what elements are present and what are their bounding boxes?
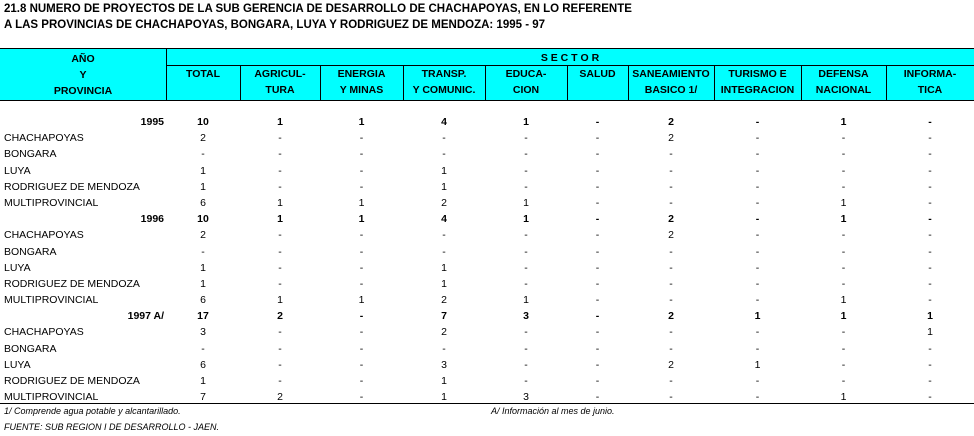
table-row [0,147,974,163]
table-cell: 1 [441,164,447,177]
table-cell: - [841,132,846,145]
table-cell: - [595,180,600,193]
table-cell: 3 [200,326,206,339]
table-cell: 2 [441,196,447,209]
table-cell: 1 [200,375,206,387]
table-cell: 2 [441,294,447,307]
table-cell: - [278,148,282,161]
table-cell: 1 [358,196,365,209]
province-label: MULTIPROVINCIAL [4,294,99,307]
table-cell: - [359,261,364,274]
table-cell: - [359,277,364,290]
column-header-line-2: Y COMUNIC. [412,84,476,96]
table-cell: - [841,375,846,387]
table-cell: 1 [754,310,761,323]
column-header-line-2: CION [512,84,540,96]
table-cell: 1 [523,213,529,226]
table-cell: 6 [200,196,206,209]
table-cell: - [755,229,760,242]
table-cell: - [201,148,205,161]
table-cell: - [755,294,760,307]
table-cell: 1 [358,116,365,128]
table-row [0,245,974,261]
table-cell: 1 [200,261,206,274]
table-cell: - [755,116,760,128]
table-cell: - [278,180,282,193]
table-cell: 2 [668,229,674,242]
table-cell: - [928,294,932,307]
table-cell: 1 [277,213,283,226]
column-header-line-2: INTEGRACION [720,84,795,96]
table-cell: - [755,326,760,339]
table-cell: - [442,245,446,258]
table-cell: - [755,148,760,161]
table-cell: - [595,261,600,274]
table-cell: - [755,213,760,226]
table-cell: 17 [197,310,209,323]
table-cell: 2 [668,213,674,226]
table-cell: - [595,196,600,209]
table-cell: - [669,261,673,274]
table-row [0,164,974,180]
table-cell: 1 [927,310,933,323]
table-cell: - [278,358,282,371]
table-cell: - [524,148,528,161]
table-cell: - [595,245,600,258]
column-header-line-2: TURA [265,84,295,96]
table-cell: 2 [441,326,447,339]
table-cell: - [928,277,932,290]
table-cell: - [595,294,600,307]
column-header: TOTAL [185,68,221,80]
table-cell: 1 [927,326,933,339]
table-cell: - [359,375,364,387]
table-cell: - [669,180,673,193]
table-row [0,374,974,390]
table-cell: - [359,342,364,355]
column-header-line-2: TICA [917,84,943,96]
province-label: LUYA [4,164,31,177]
table-cell: 1 [840,294,847,307]
table-cell: - [201,342,205,355]
table-cell: - [841,164,846,177]
footnote-a: A/ Información al mes de junio. [491,406,615,416]
table-cell: 1 [441,391,447,404]
table-cell: - [755,261,760,274]
table-cell: - [669,277,673,290]
table-cell: - [669,375,673,387]
table-cell: - [524,277,528,290]
year-label: 1995 [140,116,164,128]
table-cell: - [669,148,673,161]
table-cell: 1 [840,391,847,404]
table-cell: 1 [441,180,447,193]
table-cell: - [669,342,673,355]
table-cell: - [595,148,600,161]
year-row [0,309,974,325]
row-header-y: Y [79,69,87,81]
table-cell: 1 [840,116,847,128]
table-cell: - [928,261,932,274]
table-row [0,180,974,196]
table-cell: 7 [441,310,447,323]
table-cell: 1 [523,196,529,209]
table-row [0,293,974,309]
table-cell: 6 [200,358,206,371]
table-cell: - [928,213,932,226]
table-cell: - [359,229,364,242]
table-cell: - [669,391,673,404]
table-cell: - [755,164,760,177]
table-cell: 1 [754,358,761,371]
table-cell: - [359,245,364,258]
table-cell: 2 [200,132,206,145]
table-cell: - [442,148,446,161]
table-cell: - [442,229,446,242]
year-row [0,115,974,131]
table-cell: - [524,358,528,371]
table-cell: - [928,164,932,177]
table-cell: 4 [441,116,447,128]
table-cell: - [669,326,673,339]
table-cell: - [524,375,528,387]
table-cell: - [278,164,282,177]
table-cell: - [595,164,600,177]
table-cell: - [841,148,846,161]
table-cell: 1 [277,116,283,128]
table-cell: - [928,132,932,145]
province-label: LUYA [4,261,31,274]
table-cell: - [524,326,528,339]
table-cell: - [278,261,282,274]
table-cell: 2 [668,358,674,371]
table-cell: 3 [441,358,447,371]
table-cell: 1 [441,261,447,274]
table-cell: - [755,196,760,209]
table-cell: - [841,342,846,355]
table-cell: - [524,229,528,242]
table-cell: - [359,391,364,404]
table-cell: 2 [668,116,674,128]
table-body [0,115,974,406]
table-cell: - [755,180,760,193]
table-cell: 10 [197,213,209,226]
table-title-line-2: A LAS PROVINCIAS DE CHACHAPOYAS, BONGARA, LUYA Y RODRIGUEZ DE MENDOZA: 1995 - 97 [4,19,546,31]
table-cell: - [524,342,528,355]
table-cell: - [669,294,673,307]
table-cell: - [841,245,846,258]
table-cell: - [595,277,600,290]
table-cell: 1 [358,213,365,226]
table-cell: - [755,391,760,404]
table-cell: - [595,116,600,128]
province-label: CHACHAPOYAS [4,326,84,339]
table-cell: - [755,375,760,387]
table-cell: - [359,358,364,371]
table-cell: - [524,180,528,193]
year-row [0,212,974,228]
table-row [0,325,974,341]
row-header-provincia: PROVINCIA [53,85,113,97]
table-cell: - [841,326,846,339]
table-cell: - [359,310,364,323]
source-note: FUENTE: SUB REGION I DE DESARROLLO - JAEN. [4,422,220,432]
table-header [0,48,974,101]
table-cell: - [524,132,528,145]
table-cell: - [669,164,673,177]
province-label: RODRIGUEZ DE MENDOZA [4,375,140,387]
column-header: ENERGIA [337,68,386,80]
table-cell: - [928,391,932,404]
year-label: 1997 A/ [127,310,164,323]
province-label: CHACHAPOYAS [4,132,84,145]
table-row [0,277,974,293]
table-cell: - [595,375,600,387]
column-header: SALUD [579,68,616,80]
table-row [0,261,974,277]
province-label: MULTIPROVINCIAL [4,391,99,404]
column-header: EDUCA- [505,68,547,80]
table-cell: - [928,116,932,128]
table-cell: - [755,277,760,290]
table-cell: - [669,196,673,209]
table-row [0,342,974,358]
table-cell: 10 [197,116,209,128]
table-cell: - [278,375,282,387]
table-cell: - [595,326,600,339]
table-row [0,131,974,147]
table-cell: - [841,277,846,290]
table-cell: 1 [200,164,206,177]
column-header: TURISMO E [728,68,787,80]
table-title-line-1: 21.8 NUMERO DE PROYECTOS DE LA SUB GERENCIA DE DESARROLLO DE CHACHAPOYAS, EN LO REFERENTE [4,3,632,15]
column-header: TRANSP. [421,68,467,80]
table-cell: 3 [523,391,529,404]
column-header: SANEAMIENTO [632,68,710,80]
table-cell: - [928,148,932,161]
table-cell: - [359,180,364,193]
table-cell: - [442,132,446,145]
table-cell: - [841,180,846,193]
table-cell: - [524,245,528,258]
province-label: MULTIPROVINCIAL [4,196,99,209]
table-cell: - [278,326,282,339]
table-cell: 1 [840,310,847,323]
table-cell: 2 [277,391,283,404]
table-cell: 1 [840,196,847,209]
province-label: BONGARA [4,342,57,355]
year-label: 1996 [140,213,164,226]
table-cell: - [201,245,205,258]
province-label: RODRIGUEZ DE MENDOZA [4,180,140,193]
table-cell: - [278,277,282,290]
column-header: AGRICUL- [254,68,306,80]
sector-header: S E C T O R [540,52,600,64]
table-cell: - [755,245,760,258]
table-cell: 2 [200,229,206,242]
province-label: LUYA [4,358,31,371]
table-cell: - [524,261,528,274]
table-cell: - [928,229,932,242]
province-label: RODRIGUEZ DE MENDOZA [4,277,140,290]
table-cell: 3 [523,310,529,323]
table-cell: 1 [200,277,206,290]
table-cell: - [841,229,846,242]
table-cell: - [928,180,932,193]
table-cell: - [755,132,760,145]
table-row [0,196,974,212]
column-header: DEFENSA [818,68,869,80]
table-cell: - [595,132,600,145]
table-cell: 1 [523,294,529,307]
table-cell: 4 [441,213,447,226]
table-cell: - [928,342,932,355]
table-cell: - [595,213,600,226]
column-header-line-2: Y MINAS [339,84,384,96]
table-cell: - [595,391,600,404]
table-cell: - [595,310,600,323]
table-cell: - [595,342,600,355]
table-cell: - [278,229,282,242]
table-cell: 1 [441,277,447,290]
table-cell: 1 [358,294,365,307]
province-label: CHACHAPOYAS [4,229,84,242]
table-cell: 1 [840,213,847,226]
table-cell: 2 [668,310,674,323]
column-header-line-2: BASICO 1/ [644,84,698,96]
column-header-line-2: NACIONAL [815,84,872,96]
table-cell: 1 [441,375,447,387]
table-cell: - [278,132,282,145]
table-cell: - [359,132,364,145]
table-cell: 7 [200,391,206,404]
footnote-saneamiento: 1/ Comprende agua potable y alcantarillado. [4,406,181,416]
table-cell: 1 [277,294,283,307]
table-cell: - [524,164,528,177]
table-cell: - [359,148,364,161]
table-cell: - [278,245,282,258]
table-cell: - [669,245,673,258]
table-cell: - [359,164,364,177]
table-cell: 6 [200,294,206,307]
row-header-ano: AÑO [71,53,95,65]
table-cell: 1 [277,196,283,209]
table-cell: - [928,196,932,209]
table-cell: - [442,342,446,355]
table-cell: - [928,245,932,258]
table-cell: - [359,326,364,339]
table-cell: - [595,229,600,242]
table-cell: 1 [523,116,529,128]
table-cell: 2 [668,132,674,145]
table-cell: 1 [200,180,206,193]
table-row [0,358,974,374]
table-cell: - [928,358,932,371]
province-label: BONGARA [4,245,57,258]
table-row [0,228,974,244]
table-cell: 2 [277,310,283,323]
table-cell: - [928,375,932,387]
column-header: INFORMA- [903,68,957,80]
table-cell: - [595,358,600,371]
table-cell: - [841,261,846,274]
table-cell: - [841,358,846,371]
table-cell: - [278,342,282,355]
province-label: BONGARA [4,148,57,161]
table-cell: - [755,342,760,355]
